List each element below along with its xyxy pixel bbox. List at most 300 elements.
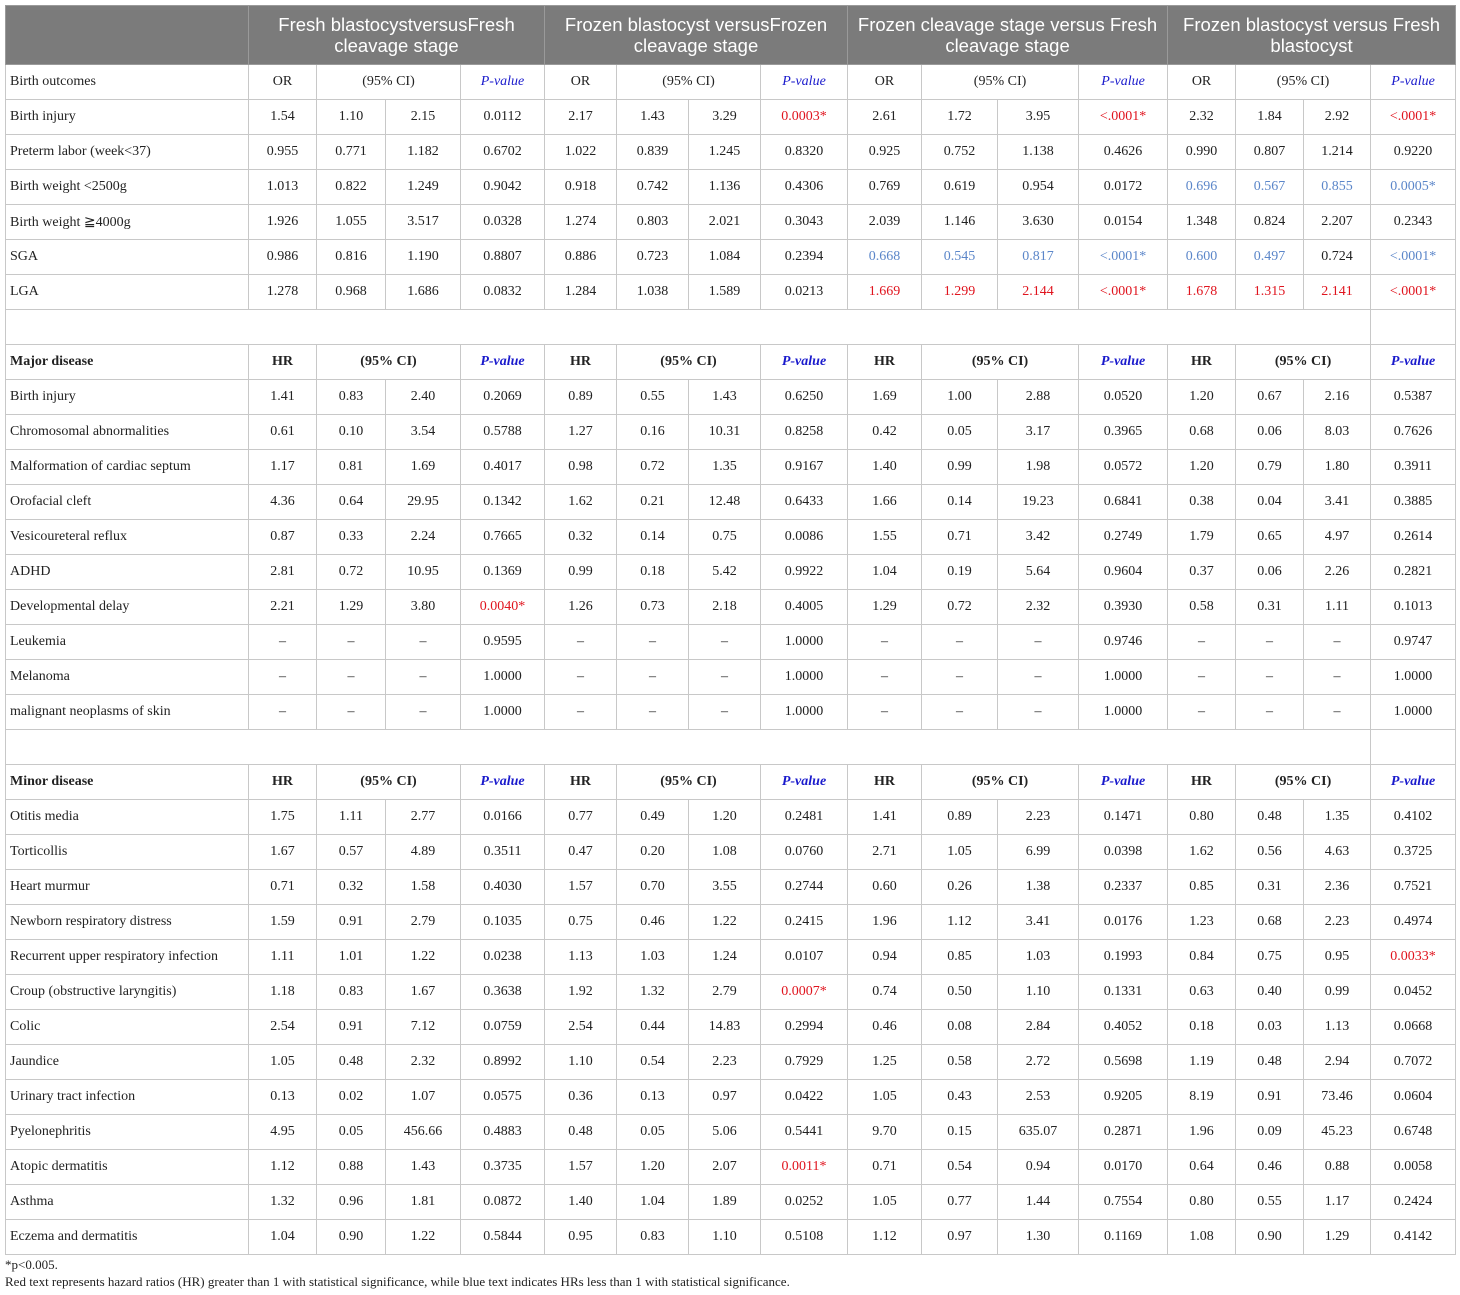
estimate-cell: 1.278 — [249, 275, 317, 310]
p-value-cell: 0.2424 — [1371, 1185, 1456, 1220]
table-row — [6, 205, 1456, 240]
p-value-cell: 0.0107 — [761, 940, 848, 975]
estimate-cell: 2.61 — [848, 100, 922, 135]
p-value-cell: 0.0176 — [1079, 905, 1168, 940]
ci-lower-cell: – — [1236, 625, 1304, 660]
ci-lower-cell: 0.48 — [1236, 1045, 1304, 1080]
ci-upper-cell: 1.22 — [386, 940, 461, 975]
ci-lower-cell: 0.49 — [617, 800, 689, 835]
ci-lower-cell: 0.56 — [1236, 835, 1304, 870]
p-value-cell: 0.0604 — [1371, 1080, 1456, 1115]
ci-lower-cell: 1.05 — [922, 835, 998, 870]
estimate-cell: 4.36 — [249, 485, 317, 520]
ci-upper-cell: 29.95 — [386, 485, 461, 520]
footnote-significance: *p<0.005. — [5, 1257, 58, 1272]
estimate-cell: 1.54 — [249, 100, 317, 135]
estimate-cell: 1.20 — [1168, 450, 1236, 485]
header-group: Frozen blastocyst versus Fresh blastocyst — [1168, 6, 1456, 65]
table-row — [6, 135, 1456, 170]
ci-upper-cell: 2.23 — [998, 800, 1079, 835]
p-value-cell: 0.2481 — [761, 800, 848, 835]
p-value-cell: 0.9167 — [761, 450, 848, 485]
estimate-cell: 2.81 — [249, 555, 317, 590]
section-title: Birth outcomes — [6, 65, 249, 100]
table-row — [6, 870, 1456, 905]
estimate-cell: 0.955 — [249, 135, 317, 170]
ci-lower-cell: 0.16 — [617, 415, 689, 450]
p-value-cell: 0.8807 — [461, 240, 545, 275]
ci-lower-cell: 0.91 — [1236, 1080, 1304, 1115]
ci-upper-cell: 1.11 — [1304, 590, 1371, 625]
ci-lower-cell: 0.02 — [317, 1080, 386, 1115]
measure-label: HR — [249, 345, 317, 380]
ci-upper-cell: 5.06 — [689, 1115, 761, 1150]
ci-label: (95% CI) — [1236, 345, 1371, 380]
estimate-cell: 1.40 — [545, 1185, 617, 1220]
p-value-cell: <.0001* — [1079, 275, 1168, 310]
ci-upper-cell: 2.77 — [386, 800, 461, 835]
ci-lower-cell: 0.18 — [617, 555, 689, 590]
ci-upper-cell: 1.69 — [386, 450, 461, 485]
spacer-cell — [6, 310, 1371, 345]
estimate-cell: 1.67 — [249, 835, 317, 870]
row-label: Preterm labor (week<37) — [6, 135, 249, 170]
ci-lower-cell: – — [1236, 695, 1304, 730]
p-value-cell: 0.2415 — [761, 905, 848, 940]
estimate-cell: 1.11 — [249, 940, 317, 975]
ci-upper-cell: 3.80 — [386, 590, 461, 625]
ci-lower-cell: 0.88 — [317, 1150, 386, 1185]
ci-upper-cell: 0.855 — [1304, 170, 1371, 205]
estimate-cell: 2.54 — [545, 1010, 617, 1045]
row-label: Urinary tract infection — [6, 1080, 249, 1115]
ci-upper-cell: 2.16 — [1304, 380, 1371, 415]
ci-lower-cell: – — [1236, 660, 1304, 695]
ci-upper-cell: 73.46 — [1304, 1080, 1371, 1115]
p-value-cell: 0.2337 — [1079, 870, 1168, 905]
ci-upper-cell: 2.07 — [689, 1150, 761, 1185]
p-value-cell: 0.0112 — [461, 100, 545, 135]
section-title: Minor disease — [6, 765, 249, 800]
ci-lower-cell: 0.20 — [617, 835, 689, 870]
estimate-cell: 2.54 — [249, 1010, 317, 1045]
p-value-cell: 0.0872 — [461, 1185, 545, 1220]
ci-lower-cell: 0.44 — [617, 1010, 689, 1045]
estimate-cell: – — [545, 660, 617, 695]
p-value-cell: 0.2614 — [1371, 520, 1456, 555]
ci-lower-cell: 0.816 — [317, 240, 386, 275]
p-value-cell: 0.9205 — [1079, 1080, 1168, 1115]
ci-lower-cell: 0.65 — [1236, 520, 1304, 555]
ci-upper-cell: 1.38 — [998, 870, 1079, 905]
p-value-label: P-value — [1079, 345, 1168, 380]
p-value-cell: 0.4030 — [461, 870, 545, 905]
ci-upper-cell: 1.22 — [689, 905, 761, 940]
estimate-cell: 1.69 — [848, 380, 922, 415]
p-value-cell: 0.0520 — [1079, 380, 1168, 415]
ci-upper-cell: 2.26 — [1304, 555, 1371, 590]
ci-lower-cell: 0.05 — [317, 1115, 386, 1150]
estimate-cell: 1.17 — [249, 450, 317, 485]
ci-lower-cell: 1.146 — [922, 205, 998, 240]
ci-lower-cell: 0.839 — [617, 135, 689, 170]
ci-lower-cell: – — [617, 625, 689, 660]
estimate-cell: 1.92 — [545, 975, 617, 1010]
estimate-cell: – — [545, 695, 617, 730]
estimate-cell: – — [249, 625, 317, 660]
ci-upper-cell: 1.10 — [998, 975, 1079, 1010]
p-value-label: P-value — [1371, 65, 1456, 100]
table-row — [6, 905, 1456, 940]
p-value-cell: 1.0000 — [1371, 695, 1456, 730]
p-value-cell: 0.2343 — [1371, 205, 1456, 240]
ci-upper-cell: 4.63 — [1304, 835, 1371, 870]
estimate-cell: 0.84 — [1168, 940, 1236, 975]
p-value-cell: 0.0086 — [761, 520, 848, 555]
ci-upper-cell: 0.99 — [1304, 975, 1371, 1010]
estimate-cell: 1.27 — [545, 415, 617, 450]
ci-upper-cell: 2.92 — [1304, 100, 1371, 135]
ci-upper-cell: 456.66 — [386, 1115, 461, 1150]
measure-label: HR — [545, 345, 617, 380]
measure-label: OR — [848, 65, 922, 100]
ci-lower-cell: 0.79 — [1236, 450, 1304, 485]
ci-upper-cell: 2.15 — [386, 100, 461, 135]
ci-lower-cell: 1.32 — [617, 975, 689, 1010]
ci-lower-cell: 0.72 — [317, 555, 386, 590]
ci-lower-cell: 0.96 — [317, 1185, 386, 1220]
row-label: SGA — [6, 240, 249, 275]
ci-upper-cell: 2.32 — [998, 590, 1079, 625]
ci-lower-cell: 0.81 — [317, 450, 386, 485]
estimate-cell: 0.668 — [848, 240, 922, 275]
estimate-cell: 2.21 — [249, 590, 317, 625]
p-value-cell: 0.7521 — [1371, 870, 1456, 905]
ci-upper-cell: 1.43 — [386, 1150, 461, 1185]
estimate-cell: 1.12 — [848, 1220, 922, 1255]
row-label: LGA — [6, 275, 249, 310]
ci-lower-cell: 0.619 — [922, 170, 998, 205]
ci-lower-cell: 0.55 — [617, 380, 689, 415]
ci-upper-cell: 10.95 — [386, 555, 461, 590]
ci-upper-cell: 12.48 — [689, 485, 761, 520]
ci-lower-cell: 0.26 — [922, 870, 998, 905]
estimate-cell: 0.60 — [848, 870, 922, 905]
row-label: Pyelonephritis — [6, 1115, 249, 1150]
ci-upper-cell: – — [1304, 660, 1371, 695]
p-value-cell: 0.2744 — [761, 870, 848, 905]
estimate-cell: 1.66 — [848, 485, 922, 520]
ci-upper-cell: 8.03 — [1304, 415, 1371, 450]
table-row — [6, 1150, 1456, 1185]
estimate-cell: 1.40 — [848, 450, 922, 485]
p-value-cell: 0.7626 — [1371, 415, 1456, 450]
p-value-cell: 0.4974 — [1371, 905, 1456, 940]
estimate-cell: 1.013 — [249, 170, 317, 205]
p-value-cell: 0.3043 — [761, 205, 848, 240]
ci-upper-cell: 1.80 — [1304, 450, 1371, 485]
ci-upper-cell: 2.36 — [1304, 870, 1371, 905]
estimate-cell: 0.18 — [1168, 1010, 1236, 1045]
estimate-cell: 2.17 — [545, 100, 617, 135]
ci-lower-cell: 0.58 — [922, 1045, 998, 1080]
ci-upper-cell: 3.54 — [386, 415, 461, 450]
ci-lower-cell: 0.567 — [1236, 170, 1304, 205]
ci-upper-cell: 2.88 — [998, 380, 1079, 415]
row-label: ADHD — [6, 555, 249, 590]
p-value-cell: 0.7929 — [761, 1045, 848, 1080]
ci-upper-cell: 1.589 — [689, 275, 761, 310]
p-value-cell: 0.1471 — [1079, 800, 1168, 835]
estimate-cell: 2.71 — [848, 835, 922, 870]
ci-lower-cell: – — [922, 660, 998, 695]
p-value-cell: 0.0011* — [761, 1150, 848, 1185]
ci-upper-cell: 0.724 — [1304, 240, 1371, 275]
estimate-cell: 0.95 — [545, 1220, 617, 1255]
section-spacer-row — [6, 730, 1456, 765]
p-value-label: P-value — [1371, 345, 1456, 380]
estimate-cell: 1.284 — [545, 275, 617, 310]
measure-label: HR — [1168, 345, 1236, 380]
ci-upper-cell: 1.08 — [689, 835, 761, 870]
p-value-cell: 0.6841 — [1079, 485, 1168, 520]
p-value-cell: 0.4626 — [1079, 135, 1168, 170]
ci-upper-cell: 3.517 — [386, 205, 461, 240]
estimate-cell: 1.41 — [848, 800, 922, 835]
estimate-cell: 0.925 — [848, 135, 922, 170]
p-value-cell: 0.4017 — [461, 450, 545, 485]
measure-label: OR — [249, 65, 317, 100]
ci-upper-cell: 3.630 — [998, 205, 1079, 240]
ci-lower-cell: 0.497 — [1236, 240, 1304, 275]
ci-upper-cell: 1.35 — [1304, 800, 1371, 835]
estimate-cell: – — [249, 660, 317, 695]
table-footnotes — [5, 1256, 1455, 1290]
table-row — [6, 275, 1456, 310]
ci-lower-cell: 0.91 — [317, 905, 386, 940]
p-value-cell: 0.0572 — [1079, 450, 1168, 485]
estimate-cell: 0.89 — [545, 380, 617, 415]
row-label: Birth injury — [6, 100, 249, 135]
ci-upper-cell: 3.55 — [689, 870, 761, 905]
ci-lower-cell: 0.97 — [922, 1220, 998, 1255]
table-row — [6, 100, 1456, 135]
row-label: Otitis media — [6, 800, 249, 835]
estimate-cell: 0.696 — [1168, 170, 1236, 205]
ci-lower-cell: 1.03 — [617, 940, 689, 975]
ci-lower-cell: 0.822 — [317, 170, 386, 205]
row-label: Recurrent upper respiratory infection — [6, 940, 249, 975]
ci-upper-cell: – — [689, 695, 761, 730]
section-header-row — [6, 345, 1456, 380]
ci-upper-cell: 3.42 — [998, 520, 1079, 555]
ci-label: (95% CI) — [617, 65, 761, 100]
table-row — [6, 1185, 1456, 1220]
ci-upper-cell: 1.22 — [386, 1220, 461, 1255]
row-label: Birth injury — [6, 380, 249, 415]
ci-lower-cell: 0.46 — [617, 905, 689, 940]
ci-lower-cell: – — [317, 695, 386, 730]
estimate-cell: 0.99 — [545, 555, 617, 590]
ci-upper-cell: – — [1304, 625, 1371, 660]
measure-label: HR — [1168, 765, 1236, 800]
ci-lower-cell: 0.05 — [617, 1115, 689, 1150]
estimate-cell: 1.62 — [545, 485, 617, 520]
estimate-cell: 1.79 — [1168, 520, 1236, 555]
ci-lower-cell: 0.32 — [317, 870, 386, 905]
p-value-cell: 0.7072 — [1371, 1045, 1456, 1080]
p-value-cell: 0.4052 — [1079, 1010, 1168, 1045]
ci-lower-cell: 0.545 — [922, 240, 998, 275]
ci-upper-cell: 635.07 — [998, 1115, 1079, 1150]
estimate-cell: 0.98 — [545, 450, 617, 485]
ci-lower-cell: 0.742 — [617, 170, 689, 205]
measure-label: OR — [545, 65, 617, 100]
ci-lower-cell: 0.14 — [922, 485, 998, 520]
estimate-cell: – — [1168, 660, 1236, 695]
ci-upper-cell: 2.23 — [689, 1045, 761, 1080]
p-value-cell: 0.9922 — [761, 555, 848, 590]
ci-upper-cell: 1.182 — [386, 135, 461, 170]
p-value-cell: 0.5698 — [1079, 1045, 1168, 1080]
ci-lower-cell: – — [617, 695, 689, 730]
p-value-cell: 0.2069 — [461, 380, 545, 415]
ci-lower-cell: 0.803 — [617, 205, 689, 240]
ci-upper-cell: 4.97 — [1304, 520, 1371, 555]
ci-upper-cell: 1.03 — [998, 940, 1079, 975]
p-value-cell: 1.0000 — [761, 695, 848, 730]
row-label: Developmental delay — [6, 590, 249, 625]
estimate-cell: – — [249, 695, 317, 730]
estimate-cell: 1.19 — [1168, 1045, 1236, 1080]
ci-upper-cell: 2.79 — [689, 975, 761, 1010]
ci-upper-cell: 1.084 — [689, 240, 761, 275]
estimate-cell: 0.32 — [545, 520, 617, 555]
ci-lower-cell: 0.04 — [1236, 485, 1304, 520]
ci-lower-cell: 0.50 — [922, 975, 998, 1010]
row-label: Jaundice — [6, 1045, 249, 1080]
ci-lower-cell: 1.315 — [1236, 275, 1304, 310]
p-value-cell: 0.1342 — [461, 485, 545, 520]
ci-upper-cell: 1.67 — [386, 975, 461, 1010]
table-row — [6, 555, 1456, 590]
p-value-label: P-value — [761, 65, 848, 100]
estimate-cell: 1.10 — [545, 1045, 617, 1080]
header-group: Frozen blastocyst versusFrozen cleavage stage — [545, 6, 848, 65]
ci-upper-cell: 2.144 — [998, 275, 1079, 310]
ci-upper-cell: 1.214 — [1304, 135, 1371, 170]
p-value-cell: 0.1035 — [461, 905, 545, 940]
ci-label: (95% CI) — [617, 345, 761, 380]
table-row — [6, 240, 1456, 275]
ci-upper-cell: 2.84 — [998, 1010, 1079, 1045]
ci-upper-cell: 5.64 — [998, 555, 1079, 590]
ci-lower-cell: 0.33 — [317, 520, 386, 555]
estimate-cell: 0.61 — [249, 415, 317, 450]
ci-lower-cell: 0.73 — [617, 590, 689, 625]
p-value-cell: 0.5441 — [761, 1115, 848, 1150]
ci-lower-cell: 0.723 — [617, 240, 689, 275]
row-label: Chromosomal abnormalities — [6, 415, 249, 450]
estimate-cell: 0.71 — [249, 870, 317, 905]
ci-upper-cell: 0.817 — [998, 240, 1079, 275]
p-value-label: P-value — [1079, 765, 1168, 800]
ci-upper-cell: 3.29 — [689, 100, 761, 135]
ci-upper-cell: 1.136 — [689, 170, 761, 205]
p-value-cell: 0.3735 — [461, 1150, 545, 1185]
p-value-cell: 0.0422 — [761, 1080, 848, 1115]
ci-lower-cell: 0.771 — [317, 135, 386, 170]
estimate-cell: 1.022 — [545, 135, 617, 170]
p-value-cell: 0.2871 — [1079, 1115, 1168, 1150]
ci-label: (95% CI) — [1236, 65, 1371, 100]
ci-upper-cell: 1.24 — [689, 940, 761, 975]
ci-upper-cell: 1.35 — [689, 450, 761, 485]
p-value-cell: 0.3511 — [461, 835, 545, 870]
p-value-cell: 0.3885 — [1371, 485, 1456, 520]
p-value-cell: 0.0170 — [1079, 1150, 1168, 1185]
estimate-cell: 1.08 — [1168, 1220, 1236, 1255]
table-row — [6, 625, 1456, 660]
p-value-cell: 0.9042 — [461, 170, 545, 205]
p-value-cell: 0.0452 — [1371, 975, 1456, 1010]
estimate-cell: – — [848, 660, 922, 695]
ci-upper-cell: 1.10 — [689, 1220, 761, 1255]
estimate-cell: 0.80 — [1168, 800, 1236, 835]
ci-upper-cell: 2.23 — [1304, 905, 1371, 940]
p-value-cell: 1.0000 — [1079, 695, 1168, 730]
ci-upper-cell: 2.72 — [998, 1045, 1079, 1080]
estimate-cell: 1.29 — [848, 590, 922, 625]
estimate-cell: 0.13 — [249, 1080, 317, 1115]
ci-upper-cell: – — [998, 695, 1079, 730]
estimate-cell: 1.18 — [249, 975, 317, 1010]
ci-upper-cell: 1.245 — [689, 135, 761, 170]
p-value-cell: 0.2749 — [1079, 520, 1168, 555]
header-corner — [6, 6, 249, 65]
estimate-cell: – — [848, 695, 922, 730]
row-label: Birth weight ≧4000g — [6, 205, 249, 240]
ci-lower-cell: 1.00 — [922, 380, 998, 415]
ci-upper-cell: – — [386, 695, 461, 730]
ci-lower-cell: 1.84 — [1236, 100, 1304, 135]
ci-lower-cell: – — [922, 695, 998, 730]
table-row — [6, 660, 1456, 695]
ci-upper-cell: 1.58 — [386, 870, 461, 905]
ci-lower-cell: 0.72 — [617, 450, 689, 485]
row-label: Birth weight <2500g — [6, 170, 249, 205]
estimate-cell: 0.80 — [1168, 1185, 1236, 1220]
spacer-cell — [1371, 730, 1456, 765]
ci-upper-cell: 1.20 — [689, 800, 761, 835]
p-value-cell: <.0001* — [1371, 240, 1456, 275]
ci-upper-cell: 0.88 — [1304, 1150, 1371, 1185]
ci-upper-cell: 2.94 — [1304, 1045, 1371, 1080]
estimate-cell: 0.68 — [1168, 415, 1236, 450]
p-value-cell: 0.6748 — [1371, 1115, 1456, 1150]
estimate-cell: 0.48 — [545, 1115, 617, 1150]
measure-label: HR — [848, 765, 922, 800]
p-value-cell: 0.9604 — [1079, 555, 1168, 590]
p-value-cell: 0.0238 — [461, 940, 545, 975]
estimate-cell: 1.678 — [1168, 275, 1236, 310]
p-value-cell: 1.0000 — [1371, 660, 1456, 695]
measure-label: HR — [545, 765, 617, 800]
p-value-cell: 0.5844 — [461, 1220, 545, 1255]
ci-lower-cell: 0.68 — [1236, 905, 1304, 940]
ci-lower-cell: 0.64 — [317, 485, 386, 520]
estimate-cell: 0.769 — [848, 170, 922, 205]
